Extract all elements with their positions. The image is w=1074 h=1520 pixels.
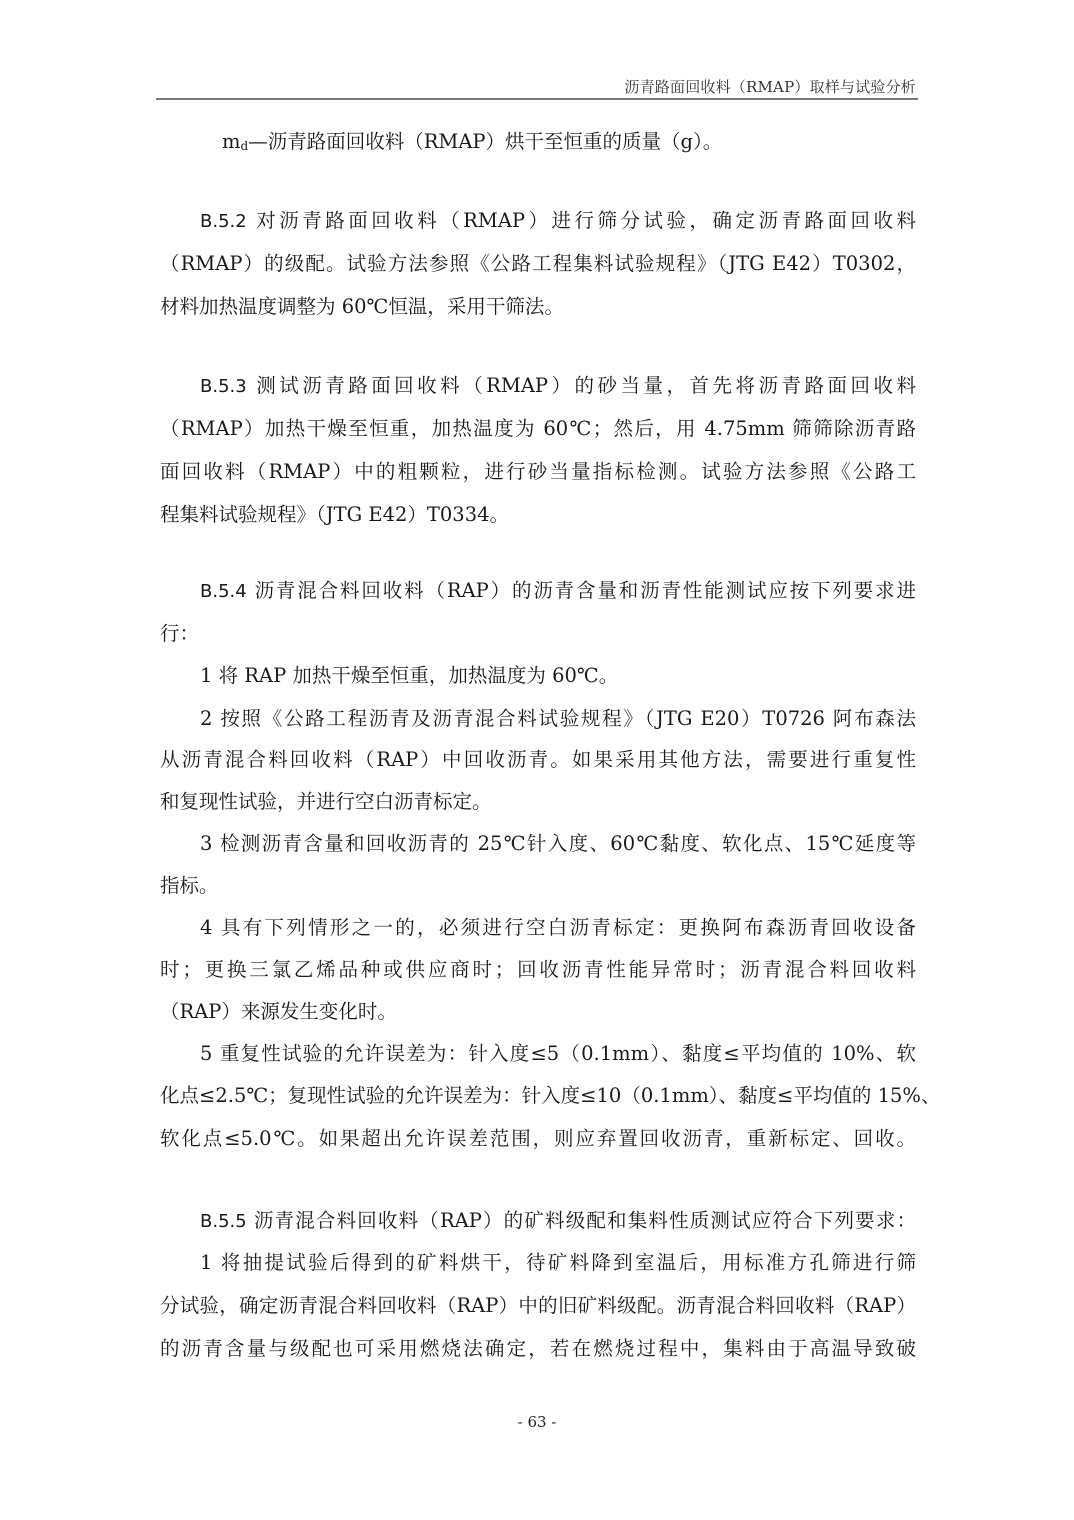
section-b53-line-1	[200, 372, 916, 401]
page-number: - 63 -	[517, 1413, 557, 1431]
b54-item-2-line-1: 2 按照《公路工程沥青及沥青混合料试验规程》（JTG E20）T0726 阿布森法	[200, 707, 916, 730]
section-b53-line-2: （RMAP）加热干燥至恒重，加热温度为 60℃；然后，用 4.75mm 筛筛除沥青路	[160, 417, 916, 440]
b54-item-5-line-1: 5 重复性试验的允许误差为：针入度≤5（0.1mm）、黏度≤平均值的 10%、软	[200, 1042, 916, 1065]
section-b54-line-1	[200, 577, 916, 606]
b54-item-1-line-1: 1 将 RAP 加热干燥至恒重，加热温度为 60℃。	[200, 664, 619, 687]
paragraph-text: 测试沥青路面回收料（RMAP）的砂当量，首先将沥青路面回收料	[252, 374, 916, 397]
running-header-title: 沥青路面回收料（RMAP）取样与试验分析	[624, 78, 916, 96]
section-b53-line-3: 面回收料（RMAP）中的粗颗粒，进行砂当量指标检测。试验方法参照《公路工	[160, 460, 916, 483]
b54-item-3-line-1: 3 检测沥青含量和回收沥青的 25℃针入度、60℃黏度、软化点、15℃延度等	[200, 832, 916, 855]
section-b52-line-1	[200, 207, 916, 236]
section-b53-line-4: 程集料试验规程》（JTG E42）T0334。	[160, 503, 510, 526]
b55-item-1-line-3: 的沥青含量与级配也可采用燃烧法确定，若在燃烧过程中，集料由于高温导致破	[160, 1337, 916, 1360]
paragraph-text: 对沥青路面回收料（RMAP）进行筛分试验，确定沥青路面回收料	[252, 209, 916, 232]
section-b52-line-2: （RMAP）的级配。试验方法参照《公路工程集料试验规程》（JTG E42）T0302，	[160, 252, 916, 275]
section-b52-line-3: 材料加热温度调整为 60℃恒温，采用干筛法。	[160, 295, 564, 318]
formula-definition	[222, 128, 978, 160]
b54-item-5-line-3: 软化点≤5.0℃。如果超出允许误差范围，则应弃置回收沥青，重新标定、回收。	[160, 1127, 916, 1150]
b54-item-3-line-2: 指标。	[160, 874, 219, 897]
b54-item-2-line-2: 从沥青混合料回收料（RAP）中回收沥青。如果采用其他方法，需要进行重复性	[160, 748, 916, 771]
b54-item-5-line-2: 化点≤2.5℃；复现性试验的允许误差为：针入度≤10（0.1mm）、黏度≤平均值的 15%、	[160, 1084, 941, 1107]
b55-item-1-line-1: 1 将抽提试验后得到的矿料烘干，待矿料降到室温后，用标准方孔筛进行筛	[200, 1251, 916, 1274]
b54-item-4-line-1: 4 具有下列情形之一的，必须进行空白沥青标定：更换阿布森沥青回收设备	[200, 916, 916, 939]
header-rule	[156, 98, 918, 100]
section-number: B.5.4	[200, 581, 247, 602]
section-number: B.5.2	[200, 211, 247, 232]
formula-subscript: d	[240, 139, 249, 153]
section-b54-line-2: 行：	[160, 622, 200, 645]
paragraph-text: 沥青混合料回收料（RAP）的矿料级配和集料性质测试应符合下列要求：	[252, 1209, 916, 1232]
section-number: B.5.3	[200, 376, 247, 397]
b55-item-1-line-2: 分试验，确定沥青混合料回收料（RAP）中的旧矿料级配。沥青混合料回收料（RAP）	[160, 1294, 916, 1317]
section-b55-line-1	[200, 1207, 916, 1236]
formula-text: —沥青路面回收料（RMAP）烘干至恒重的质量（g）。	[248, 130, 723, 153]
section-number: B.5.5	[200, 1211, 247, 1232]
formula-symbol: m	[222, 130, 241, 153]
b54-item-2-line-3: 和复现性试验，并进行空白沥青标定。	[160, 790, 492, 813]
b54-item-4-line-2: 时；更换三氯乙烯品种或供应商时；回收沥青性能异常时；沥青混合料回收料	[160, 958, 916, 981]
paragraph-text: 沥青混合料回收料（RAP）的沥青含量和沥青性能测试应按下列要求进	[252, 579, 916, 602]
b54-item-4-line-3: （RAP）来源发生变化时。	[160, 1000, 397, 1023]
